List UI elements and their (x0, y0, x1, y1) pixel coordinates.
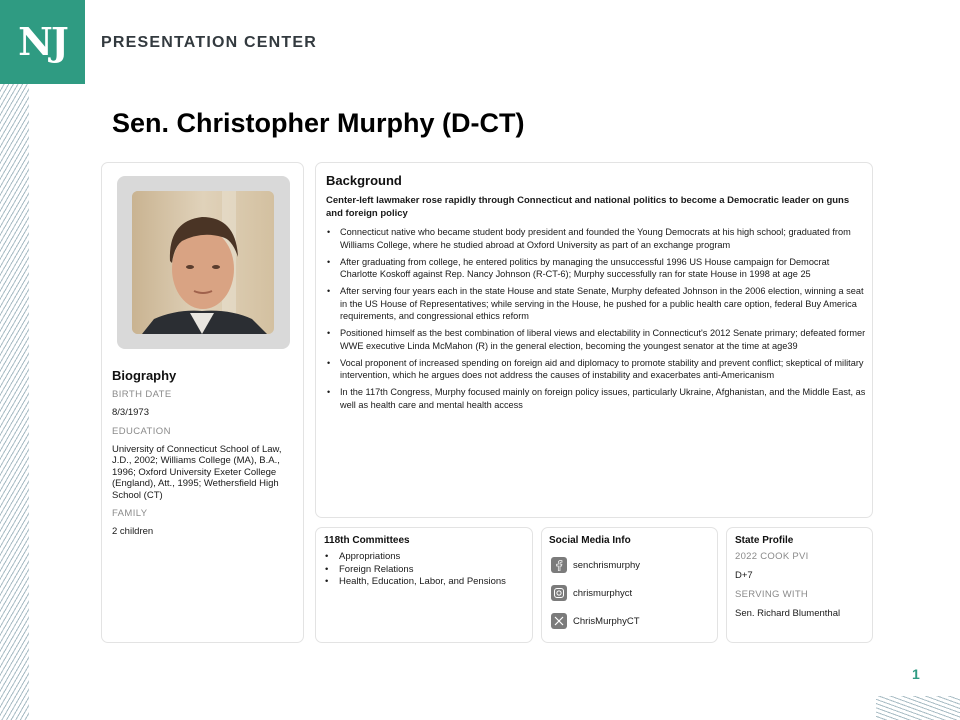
committee-item: • Appropriations (324, 551, 524, 564)
social-row-x (549, 607, 714, 635)
family-label: FAMILY (112, 508, 148, 519)
portrait-frame (117, 176, 290, 349)
instagram-icon (551, 585, 567, 601)
background-bullet: • In the 117th Congress, Murphy focused mainly on foreign policy issues, particularly Ukraine, Afghanistan, and the Middle East, as well as health care and mental health access (326, 386, 866, 411)
background-summary: Center-left lawmaker rose rapidly through Connecticut and national politics to become a Democratic leader on guns and foreign policy (326, 195, 850, 219)
background-heading: Background (326, 173, 402, 188)
page-title: Sen. Christopher Murphy (D-CT) (112, 108, 525, 138)
background-bullet: • After serving four years each in the state House and state Senate, Murphy defeated Johnson in the 2006 election, winning a seat in the US House of Representatives; while serving in the House, he pushed for a public health care option, federal Buy America requirements, and congressional ethics reform (326, 285, 866, 323)
committees-heading: 118th Committees (324, 535, 410, 546)
decorative-stripes-bottom-right (876, 696, 960, 720)
social-media-card (541, 527, 718, 643)
state-profile-card (726, 527, 873, 643)
education-label: EDUCATION (112, 425, 171, 437)
brand-title: PRESENTATION CENTER (101, 34, 317, 51)
x-icon (551, 613, 567, 629)
social-row-facebook (549, 551, 714, 579)
nj-logo (0, 0, 85, 84)
family-value: 2 children (112, 526, 154, 537)
background-bullet: • After graduating from college, he entered politics by managing the unsuccessful 1996 US House campaign for Democrat Charlotte Koskoff against Rep. Nancy Johnson (R-CT-6); Murphy successfully ran for state House in 1998 at age 25 (326, 256, 866, 281)
instagram-handle: chrismurphyct (573, 587, 633, 599)
page-number: 1 (912, 666, 920, 682)
birth-date-label: BIRTH DATE (112, 389, 172, 400)
serving-with-label: SERVING WITH (735, 589, 809, 600)
biography-card (101, 162, 304, 643)
facebook-icon (551, 557, 567, 573)
social-row-instagram (549, 579, 714, 607)
committees-card (315, 527, 533, 643)
committee-item: • Health, Education, Labor, and Pensions (324, 576, 524, 589)
facebook-handle: senchrismurphy (573, 559, 641, 571)
social-media-heading: Social Media Info (549, 535, 631, 546)
cook-pvi-value: D+7 (735, 570, 753, 581)
decorative-stripes-left (0, 84, 29, 720)
education-value: University of Connecticut School of Law, J.D., 2002; Williams College (MA), B.A., 1996; Oxford University Exeter College (England), Att., 1995; Wethersfield High School (CT) (112, 443, 282, 501)
x-handle: ChrisMurphyCT (573, 615, 640, 627)
state-profile-heading: State Profile (735, 535, 794, 546)
committee-item: • Foreign Relations (324, 564, 524, 577)
background-bullet: • Positioned himself as the best combination of liberal views and electability in Connecticut's 2012 Senate primary; defeated former WWE executive Linda McMahon (R) in the general election, becoming the youngest senator at the time at age39 (326, 327, 866, 352)
portrait-photo (132, 191, 274, 334)
background-card (315, 162, 873, 518)
biography-heading: Biography (112, 368, 177, 383)
background-bullet: • Vocal proponent of increased spending on foreign aid and diplomacy to promote stability and prevent conflict; skeptical of military intervention, which he argues does not address the causes of instability and exacerbates anti-Americanism (326, 357, 866, 382)
logo-text: NJ (18, 19, 67, 64)
serving-with-value: Sen. Richard Blumenthal (735, 608, 841, 619)
background-bullet: • Connecticut native who became student body president and founded the Young Democrats at his high school; graduated from Williams College, where he studied abroad at Oxford University as part of an exchange program (326, 226, 866, 251)
background-bullet-list (326, 226, 866, 411)
birth-date-value: 8/3/1973 (112, 407, 149, 418)
committees-list (324, 551, 524, 589)
cook-pvi-label: 2022 COOK PVI (735, 551, 809, 562)
